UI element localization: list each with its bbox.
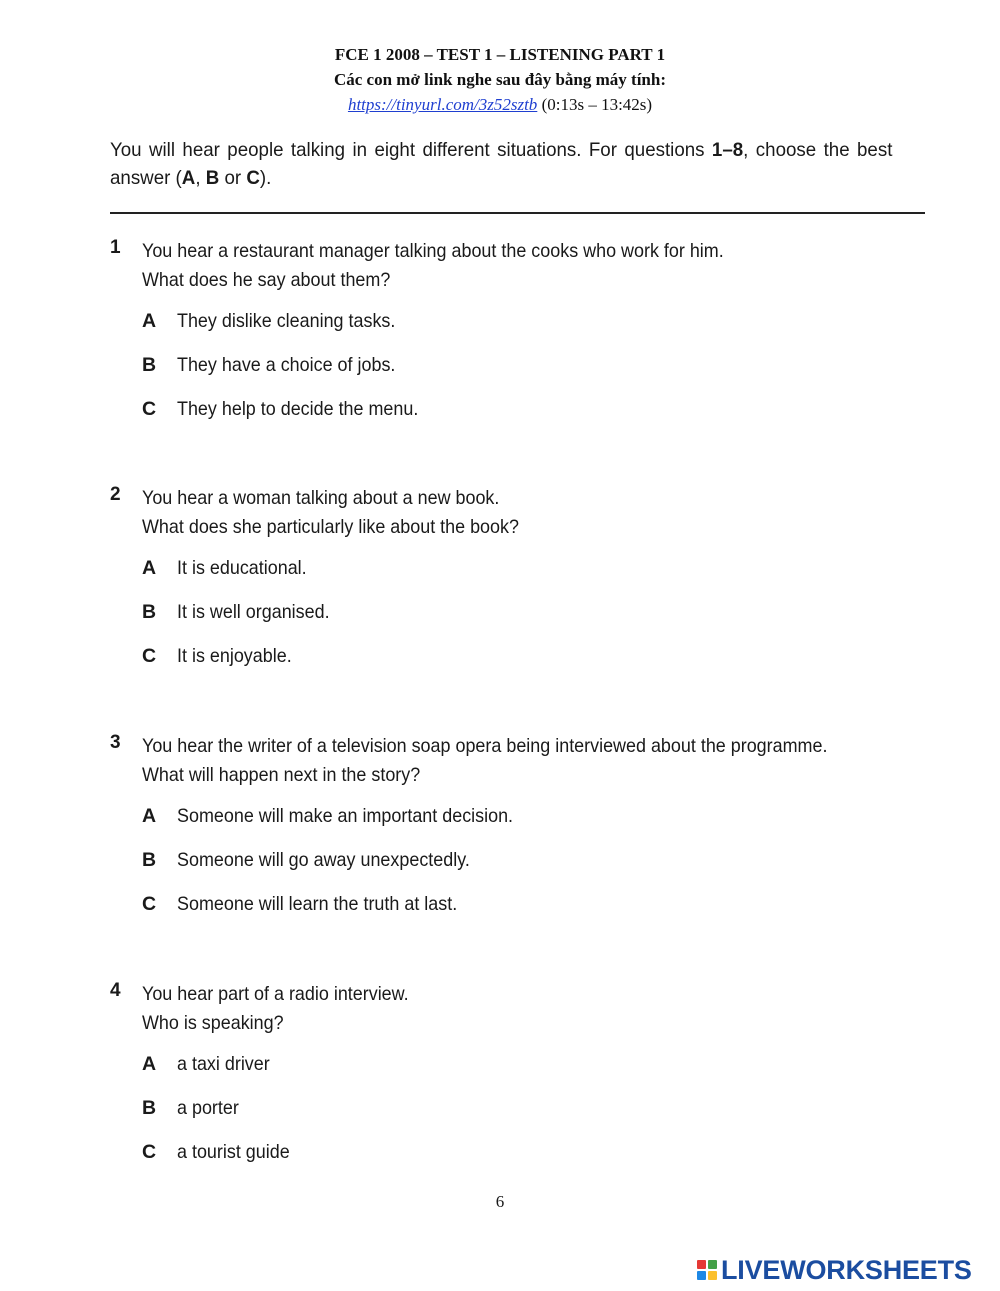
option-text: They dislike cleaning tasks. — [177, 310, 396, 332]
document-header — [0, 42, 1000, 117]
option-letter: A — [142, 557, 157, 579]
instructions-letter-a: A — [181, 167, 196, 189]
question-context: You hear part of a radio interview. — [142, 983, 409, 1005]
option-text: a porter — [177, 1097, 239, 1119]
logo-square-blue — [697, 1271, 706, 1280]
instructions-range: 1–8 — [711, 139, 744, 161]
liveworksheets-logo-icon — [697, 1260, 717, 1280]
option-letter: C — [142, 1141, 157, 1163]
option-letter: B — [142, 354, 157, 376]
question-prompt — [142, 484, 519, 542]
option-text: It is well organised. — [177, 601, 330, 623]
option-text: They have a choice of jobs. — [177, 354, 396, 376]
option-text: a taxi driver — [177, 1053, 270, 1075]
question-prompt — [142, 732, 827, 790]
question-context: You hear the writer of a television soap opera being interviewed about the programme. — [142, 735, 828, 757]
question-number: 4 — [110, 980, 121, 1001]
instructions-text: ). — [259, 167, 272, 189]
instructions-text: You will hear people talking in eight different situations. For questions — [110, 139, 712, 161]
option-text: Someone will go away unexpectedly. — [177, 849, 470, 871]
logo-square-yellow — [708, 1271, 717, 1280]
option-letter: C — [142, 893, 157, 915]
liveworksheets-wordmark: LIVEWORKSHEETS — [721, 1254, 972, 1285]
option-text: a tourist guide — [177, 1141, 290, 1163]
option-text: They help to decide the menu. — [177, 398, 419, 420]
question-number: 2 — [110, 484, 121, 505]
option-text: It is educational. — [177, 557, 307, 579]
question-ask: Who is speaking? — [142, 1012, 284, 1034]
divider — [110, 212, 925, 214]
instructions-letter-b: B — [205, 167, 220, 189]
audio-time-range: (0:13s – 13:42s) — [541, 95, 653, 114]
question-ask: What does she particularly like about the book? — [142, 516, 519, 538]
instructions-text: , choose the best answer ( — [110, 139, 893, 189]
liveworksheets-logo[interactable] — [697, 1254, 972, 1286]
option-text: Someone will learn the truth at last. — [177, 893, 458, 915]
question-number: 1 — [110, 237, 121, 258]
page-number: 6 — [495, 1192, 505, 1211]
instructions-text: , — [195, 167, 206, 189]
question-prompt — [142, 980, 409, 1038]
audio-link-line — [0, 92, 1000, 117]
option-letter: A — [142, 1053, 157, 1075]
question-context: You hear a restaurant manager talking about the cooks who work for him. — [142, 240, 724, 262]
option-letter: A — [142, 310, 157, 332]
instructions — [110, 136, 892, 192]
question-ask: What will happen next in the story? — [142, 764, 421, 786]
audio-link[interactable]: https://tinyurl.com/3z52sztb — [347, 95, 538, 114]
question-number: 3 — [110, 732, 121, 753]
logo-square-green — [708, 1260, 717, 1269]
question-ask: What does he say about them? — [142, 269, 391, 291]
option-letter: B — [142, 601, 157, 623]
option-text: Someone will make an important decision. — [177, 805, 514, 827]
document-subtitle: Các con mở link nghe sau đây bằng máy tính: — [333, 70, 666, 89]
option-letter: C — [142, 398, 157, 420]
option-text: It is enjoyable. — [177, 645, 292, 667]
option-letter: B — [142, 1097, 157, 1119]
option-letter: C — [142, 645, 157, 667]
option-letter: A — [142, 805, 157, 827]
document-title: FCE 1 2008 – TEST 1 – LISTENING PART 1 — [334, 45, 666, 64]
question-prompt — [142, 237, 724, 295]
instructions-text: or — [219, 167, 247, 189]
question-context: You hear a woman talking about a new book. — [142, 487, 500, 509]
option-letter: B — [142, 849, 157, 871]
instructions-letter-c: C — [246, 167, 260, 189]
logo-square-red — [697, 1260, 706, 1269]
